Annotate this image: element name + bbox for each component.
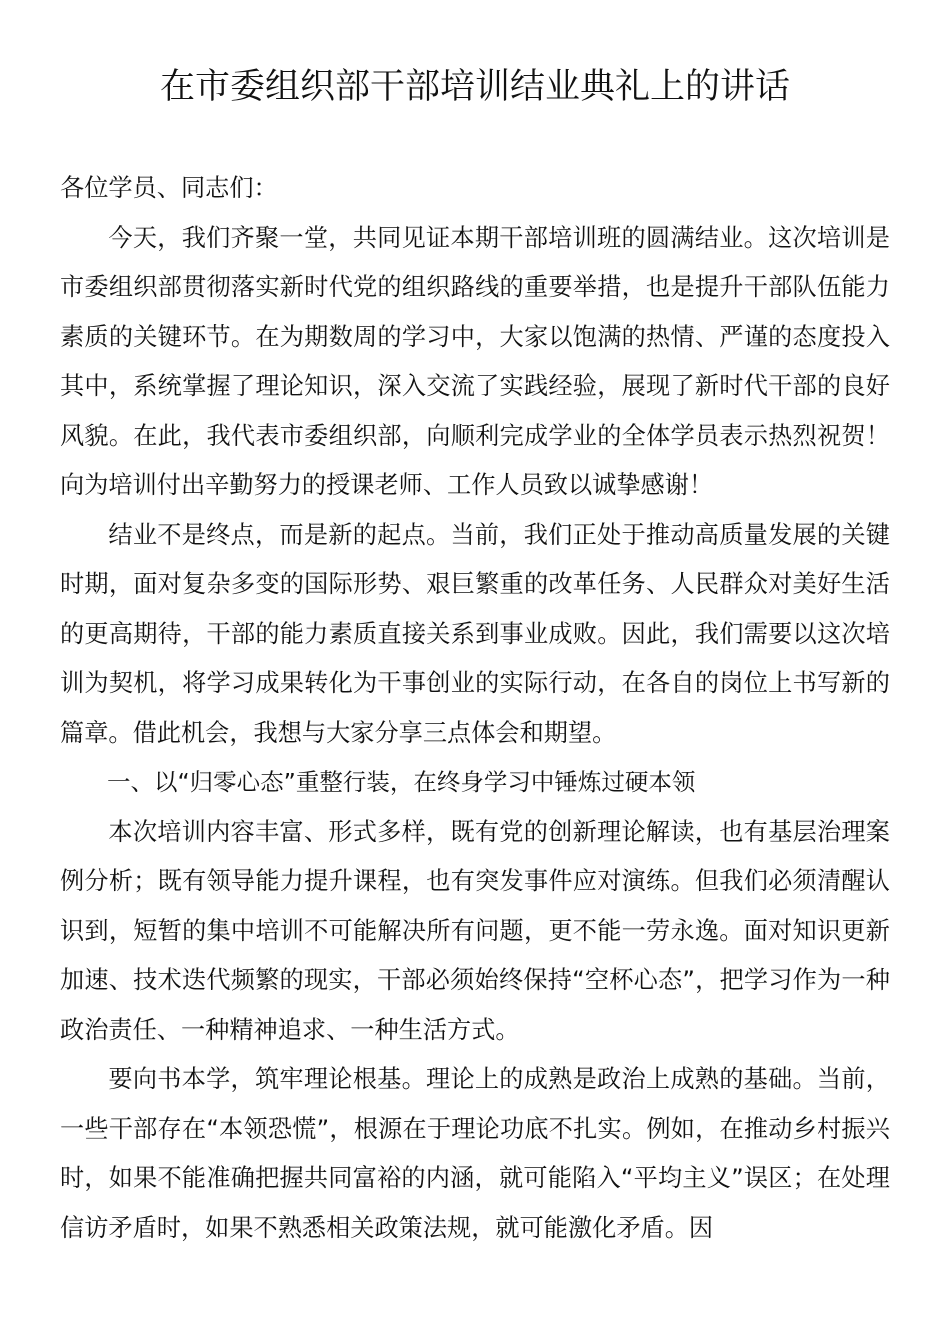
salutation: 各位学员、同志们：	[60, 174, 278, 202]
paragraph-learn-from-books: 要向书本学，筑牢理论根基。理论上的成熟是政治上成熟的基础。当前，一些干部存在“本领恐慌”，根源在于理论功底不扎实。例如，在推动乡村振兴时，如果不能准确把握共同富裕的内涵，就可能陷入“平均主义”误区；在处理信访矛盾时，如果不熟悉相关政策法规，就可能激化矛盾。因	[60, 1065, 890, 1242]
document-body	[60, 164, 890, 1253]
paragraph-new-start: 结业不是终点，而是新的起点。当前，我们正处于推动高质量发展的关键时期，面对复杂多变的国际形势、艰巨繁重的改革任务、人民群众对美好生活的更高期待，干部的能力素质直接关系到事业成败。因此，我们需要以这次培训为契机，将学习成果转化为干事创业的实际行动，在各自的岗位上书写新的篇章。借此机会，我想与大家分享三点体会和期望。	[60, 520, 890, 747]
paragraph-opening: 今天，我们齐聚一堂，共同见证本期干部培训班的圆满结业。这次培训是市委组织部贯彻落实新时代党的组织路线的重要举措，也是提升干部队伍能力素质的关键环节。在为期数周的学习中，大家以饱满的热情、严谨的态度投入其中，系统掌握了理论知识，深入交流了实践经验，展现了新时代干部的良好风貌。在此，我代表市委组织部，向顺利完成学业的全体学员表示热烈祝贺！向为培训付出辛勤努力的授课老师、工作人员致以诚挚感谢！	[60, 223, 890, 499]
section-heading: 一、以“归零心态”重整行装，在终身学习中锤炼过硬本领	[107, 768, 696, 796]
document-title: 在市委组织部干部培训结业典礼上的讲话	[159, 67, 790, 107]
paragraph-lifelong-learning: 本次培训内容丰富、形式多样，既有党的创新理论解读，也有基层治理案例分析；既有领导能力提升课程，也有突发事件应对演练。但我们必须清醒认识到，短暂的集中培训不可能解决所有问题，更不能一劳永逸。面对知识更新加速、技术迭代频繁的现实，干部必须始终保持“空杯心态”，把学习作为一种政治责任、一种精神追求、一种生活方式。	[60, 817, 890, 1044]
